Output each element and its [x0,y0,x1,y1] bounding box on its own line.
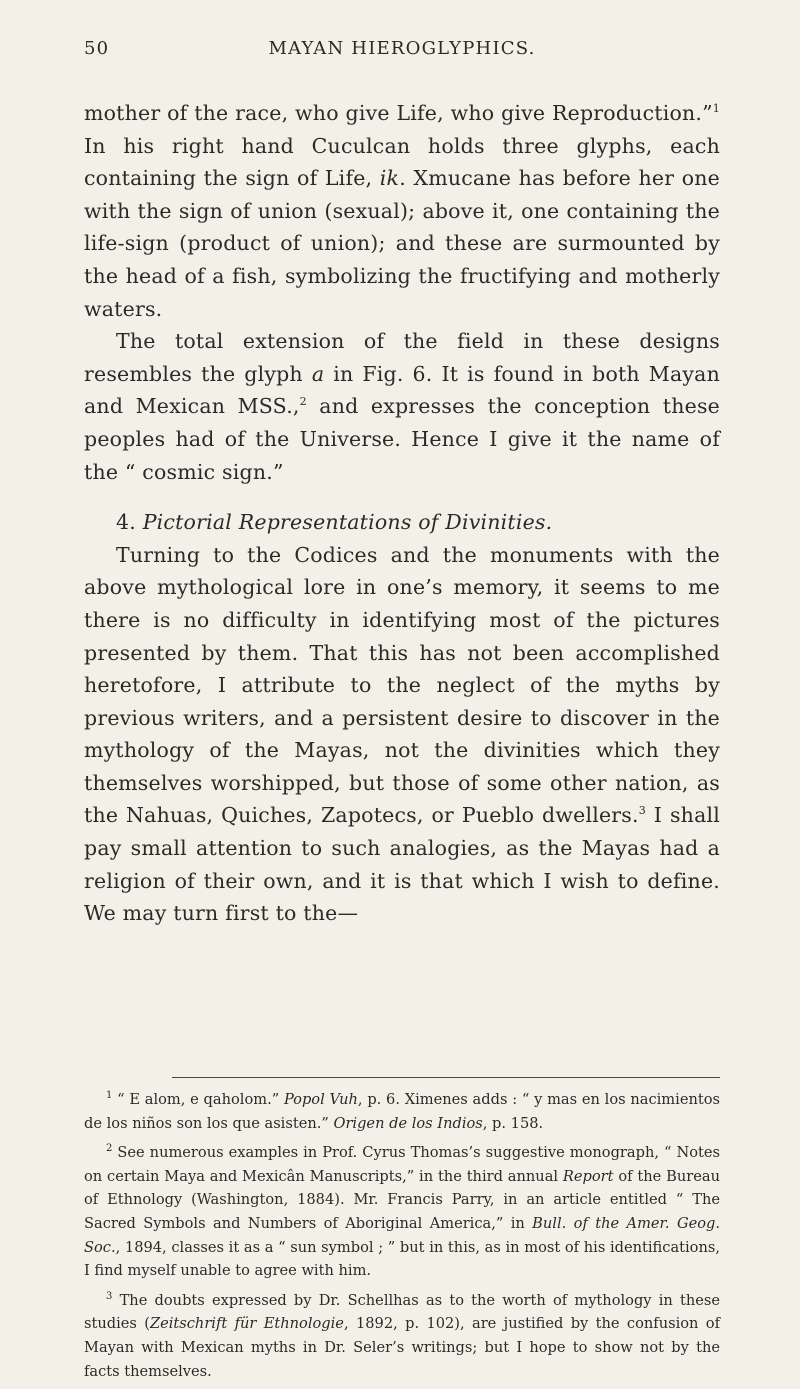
p1-text-2: In his right hand Cuculcan holds three glyphs, each containing the sign of Life, [84,133,720,191]
running-title: MAYAN HIEROGLYPHICS. [268,38,536,59]
paragraph-3 [84,539,720,930]
footnote-ref-1: 1 [712,102,720,116]
footnotes [84,1088,720,1389]
footnote-divider [172,1077,720,1078]
footnote-3-mark: 3 [106,1290,113,1302]
section-title: Pictorial Representations of Divinities. [142,510,553,535]
footnote-2-italic-2: Bull. of the Amer. Geog. Soc. [84,1214,720,1256]
p1-text-3: . Xmucane has before her one with the sign of union (sexual); above it, one containing the life-sign (product of union); and these are surmounted by the head of a fish, symbolizing the fructifying and motherly waters. [84,166,720,321]
footnote-1-text-1: “ E alom, e qaholom.” [117,1091,284,1108]
footnote-2-italic-1: Report [562,1167,614,1185]
footnote-3-text-2: , 1892, p. 102), are justified by the confusion of Mayan with Mexican myths in Dr. Seler’s writings; but I hope to show not by the facts themselves. [84,1315,720,1380]
p2-text-2: in Fig. 6. It is found in both Mayan and Mexican MSS., [84,361,721,419]
running-head [84,38,720,64]
footnote-ref-3: 3 [638,804,646,818]
section-number: 4. [116,510,136,535]
paragraph-1 [84,97,720,325]
section-heading [84,506,720,539]
footnote-1 [84,1088,720,1135]
body-text [84,97,720,930]
p3-text-1: Turning to the Codices and the monuments with the above mythological lore in one’s memory, it seems to me there is no difficulty in identifying most of the pictures presented by them. That this has not been accomplished heretofore, I attribute to the neglect of the myths by previous writers, and a persistent desire to discover in the mythology of the Mayas, not the divinities which they themselves worshipped, but those of some other nation, as the Nahuas, Quiches, Zapotecs, or Pueblo dwellers. [84,542,720,828]
footnote-1-italic-1: Popol Vuh [283,1091,358,1108]
footnote-3-italic-1: Zeitschrift für Ethnologie [149,1315,344,1333]
footnote-ref-2: 2 [299,395,307,409]
footnote-2 [84,1141,720,1283]
footnote-1-italic-2: Origen de los Indios [333,1114,483,1132]
footnote-2-text-1: See numerous examples in Prof. Cyrus Thomas’s suggestive monograph, “ Notes on certain Maya and Mexicân Manuscripts,” in the third annual [84,1144,720,1185]
footnote-3-text-1: The doubts expressed by Dr. Schellhas as to the worth of mythology in these studies ( [84,1291,721,1333]
p3-text-2: I shall pay small attention to such analogies, as the Mayas had a religion of their own, and it is that which I wish to define. We may turn first to the— [84,803,720,926]
footnote-2-text-3: , 1894, classes it as a “ sun symbol ; ” but in this, as in most of his identifications, I find myself unable to agree with him. [84,1238,720,1280]
paragraph-2 [84,325,720,488]
p2-text-3: and expresses the conception these peoples had of the Universe. Hence I give it the name of the “ cosmic sign.” [84,394,720,484]
p2-text-1: The total extension of the field in these designs resembles the glyph [84,329,720,386]
footnote-2-text-2: of the Bureau of Ethnology (Washington, 1884). Mr. Francis Parry, in an article entitled “ The Sacred Symbols and Numbers of Aboriginal America,” in [84,1167,720,1232]
footnote-1-text-2: , p. 6. Ximenes adds : “ y mas en los nacimientos de los niños son los que asisten.” [84,1091,720,1132]
page-number: 50 [84,38,110,59]
footnote-1-mark: 1 [106,1090,113,1102]
footnote-3 [84,1289,720,1383]
p1-italic-ik: ik [379,166,400,191]
footnote-2-mark: 2 [106,1143,113,1155]
footnote-1-text-3: , p. 158. [482,1114,544,1132]
p1-text-1: mother of the race, who give Life, who give Reproduction.” [84,101,713,125]
p2-italic-a: a [311,361,325,386]
